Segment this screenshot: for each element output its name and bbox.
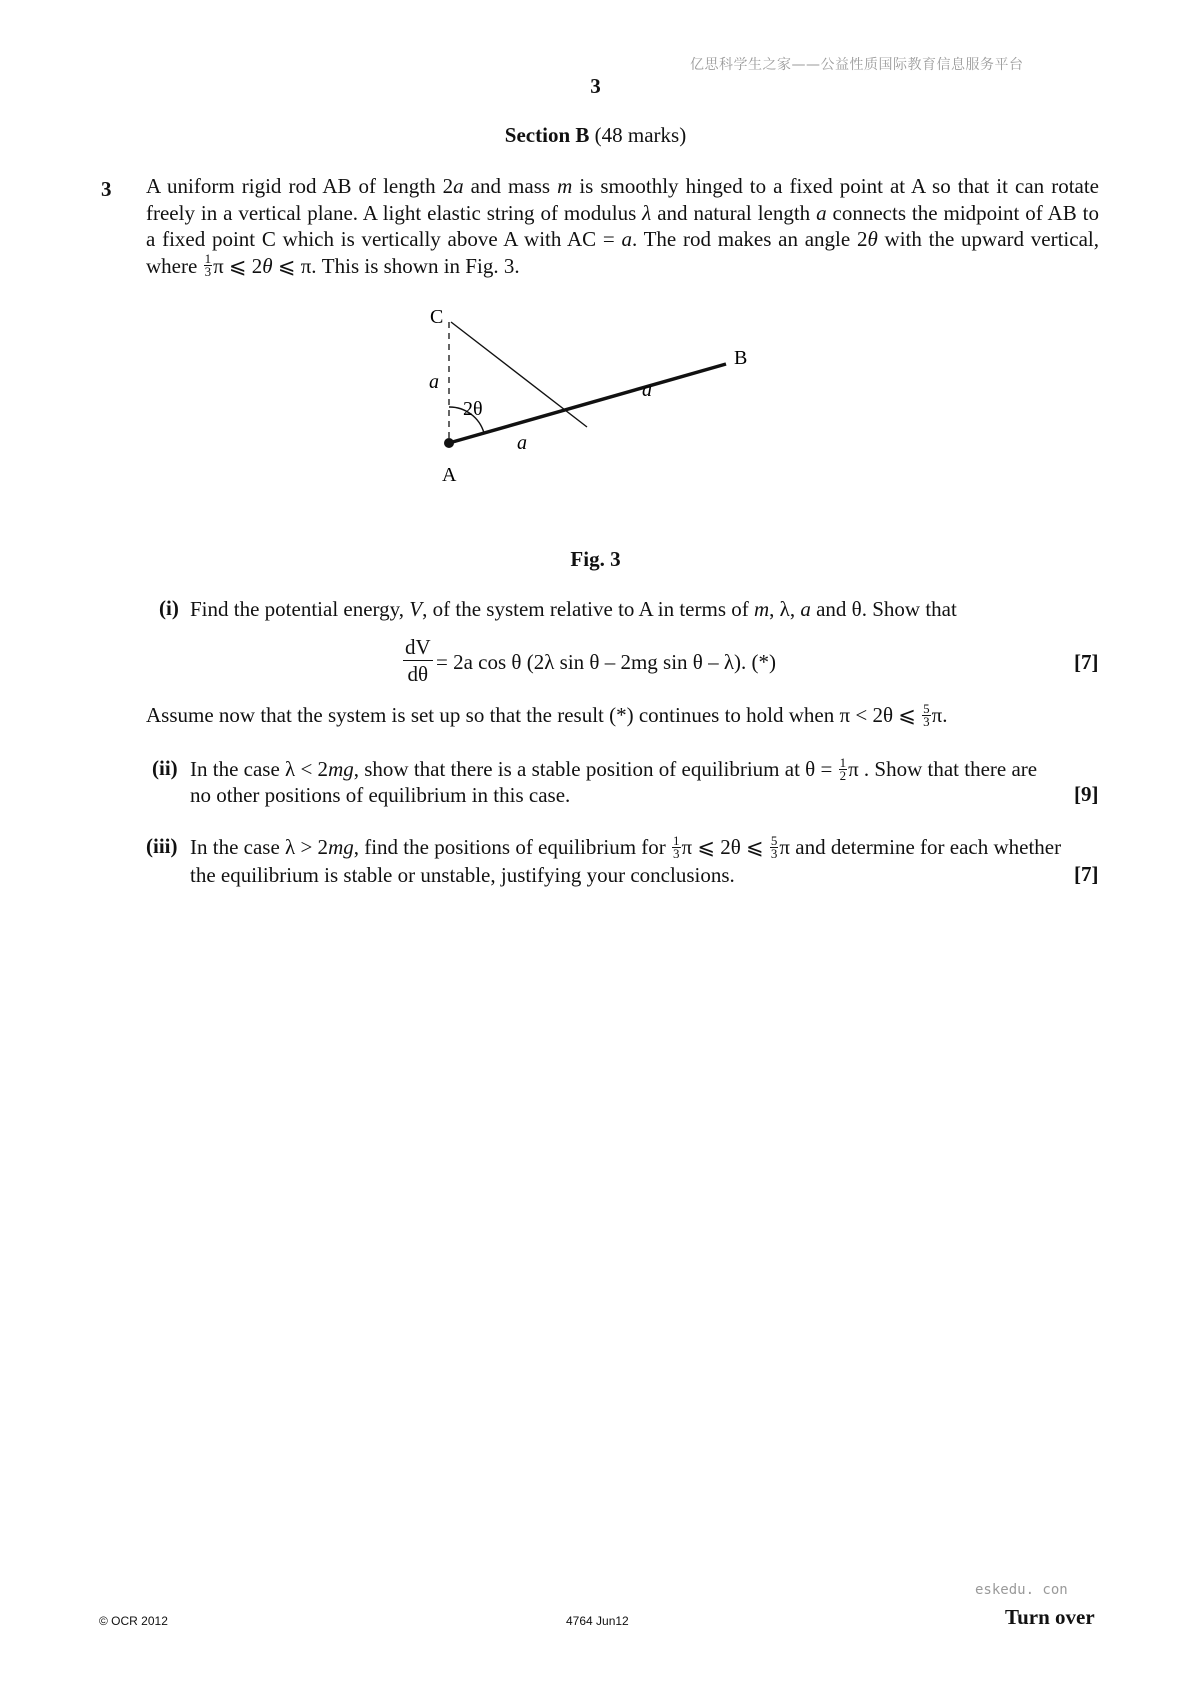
part-i-label: (i) xyxy=(159,596,179,620)
footer-watermark: eskedu. con xyxy=(975,1582,1068,1598)
derivative-fraction: $\frac{dV}{d\theta}$ xyxy=(405,635,431,686)
label-c: C xyxy=(430,306,444,328)
label-a-point: A xyxy=(442,464,457,486)
figure-caption: Fig. 3 xyxy=(570,547,621,571)
part-i-marks: [7] xyxy=(1074,650,1099,674)
section-marks: (48 marks) xyxy=(594,123,687,147)
part-iii-text-line2: the equilibrium is stable or unstable, justifying your conclusions. xyxy=(190,863,735,887)
rod-ab xyxy=(449,364,726,443)
figure-3-diagram xyxy=(420,300,760,510)
part-ii-text-line2: no other positions of equilibrium in this case. xyxy=(190,783,571,807)
label-a-ac: a xyxy=(429,371,439,393)
turn-over-label: Turn over xyxy=(1005,1605,1095,1629)
part-iii-label: (iii) xyxy=(146,834,178,858)
part-ii-label: (ii) xyxy=(152,756,178,780)
page-number: 3 xyxy=(590,74,601,98)
question-number: 3 xyxy=(101,177,112,201)
hinge-point-a xyxy=(444,438,454,448)
section-heading xyxy=(0,123,1191,148)
part-iii-marks: [7] xyxy=(1074,862,1099,886)
part-ii-text: In the case λ < 2mg, show that there is a stable position of equilibrium at θ = $\frac{1}{2}$ π . Show that there are xyxy=(190,754,1038,783)
derivative-equation: = 2a cos θ (2λ sin θ – 2mg sin θ – λ). (*) xyxy=(436,650,777,674)
fraction-one-third: $\frac{1}{3}$ xyxy=(204,251,212,280)
part-i-text: Find the potential energy, V, of the system relative to A in terms of m, λ, a and θ. Show that xyxy=(190,597,957,621)
label-a-lower: a xyxy=(517,432,527,454)
assumption-text: Assume now that the system is set up so that the result (*) continues to hold when π < 2θ ⩽ $\frac{5}{3}$ π. xyxy=(146,700,948,729)
section-title: Section B xyxy=(504,123,590,147)
part-iii-text: In the case λ > 2mg, find the positions of equilibrium for $\frac{1}{3}$ π ⩽ 2θ ⩽ $\frac{5}{3}$ π and determine for each whether xyxy=(190,832,1062,861)
footer-copyright: © OCR 2012 xyxy=(99,1614,168,1628)
watermark-top: 亿思科学生之家——公益性质国际教育信息服务平台 xyxy=(690,57,1024,73)
part-ii-marks: [9] xyxy=(1074,782,1099,806)
label-angle-2theta: 2θ xyxy=(463,398,483,420)
footer-paper-code: 4764 Jun12 xyxy=(566,1614,629,1628)
label-b: B xyxy=(734,347,748,369)
label-a-upper: a xyxy=(642,379,652,401)
question-intro: A uniform rigid rod AB of length 2a and mass m is smoothly hinged to a fixed point at A so that it can rotate freely in a vertical plane. A light elastic string of modulus λ and natural length a connects the midpoint of AB to a fixed point C which is vertically above A with AC = a. The rod makes an angle 2θ with the upward vertical, where $\frac{1}{3}$ π ⩽ 2θ ⩽ π. This is shown in Fig. 3. xyxy=(146,174,1100,280)
